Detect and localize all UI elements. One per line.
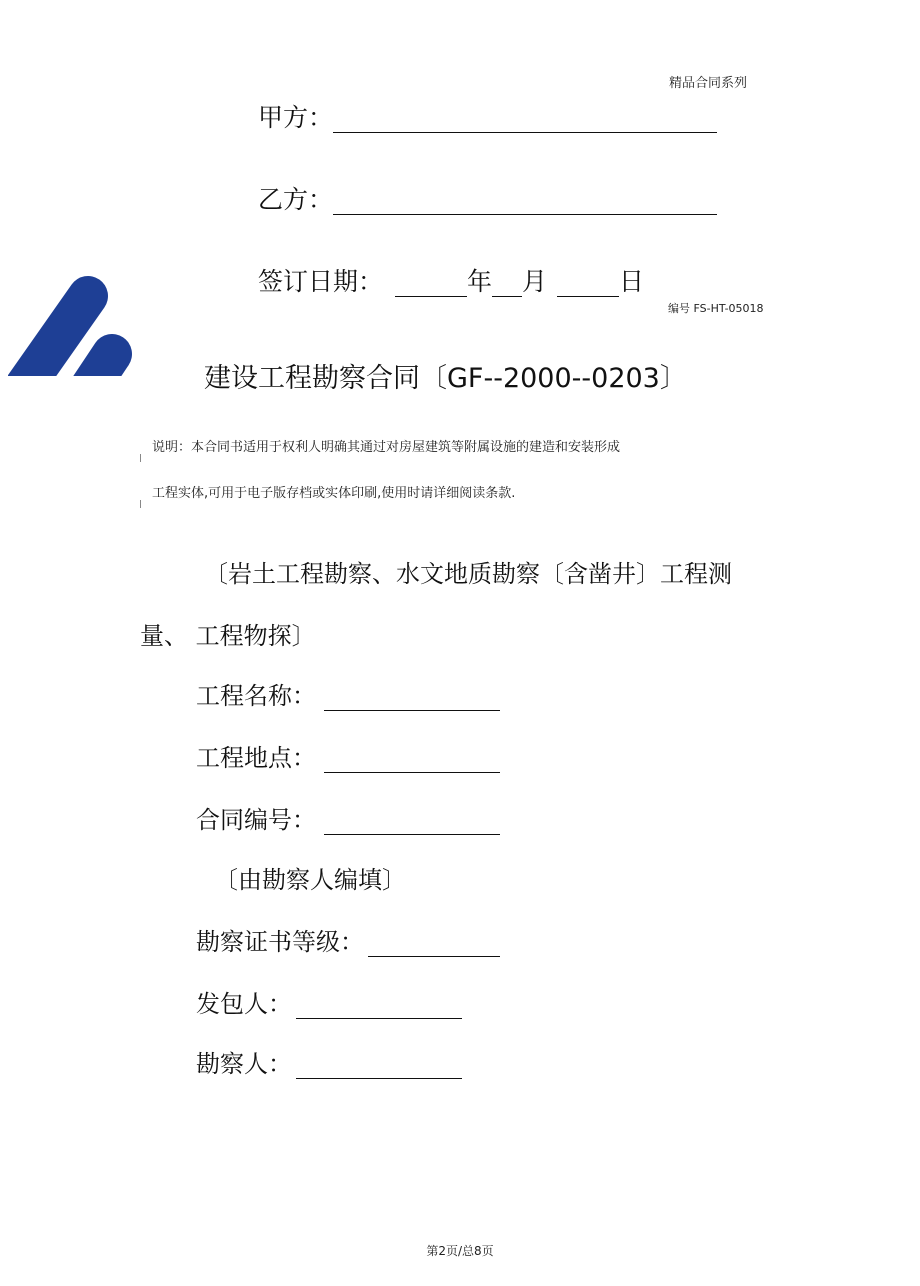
surveyor-label: 勘察人： <box>196 1050 292 1078</box>
note-line-1: 说明：本合同书适用于权利人明确其通过对房屋建筑等附属设施的建造和安装形成 <box>152 440 621 455</box>
doc-number: 编号 FS-HT-05018 <box>668 302 764 315</box>
contract-title: 建设工程勘察合同〔GF--2000--0203〕 <box>204 363 687 394</box>
project-name-blank <box>324 682 500 711</box>
project-location-blank <box>324 744 500 773</box>
contract-number-row <box>196 800 500 835</box>
month-blank <box>492 267 522 297</box>
party-b-blank <box>333 185 717 215</box>
year-blank <box>395 267 467 297</box>
year-char: 年 <box>467 267 493 296</box>
party-b-row <box>258 180 717 216</box>
scope-line-2: 量、 工程物探〕 <box>140 622 316 650</box>
scope-line-1: 〔岩土工程勘察、水文地质勘察〔含凿井〕工程测 <box>204 560 732 588</box>
note-line-2: 工程实体,可用于电子版存档或实体印刷,使用时请详细阅读条款. <box>152 486 516 501</box>
series-label: 精品合同系列 <box>669 76 748 91</box>
cert-grade-label: 勘察证书等级： <box>196 928 364 956</box>
surveyor-blank <box>296 1050 462 1079</box>
employer-row <box>196 984 462 1019</box>
logo-stroke-right <box>80 354 112 378</box>
project-name-row <box>196 676 500 711</box>
cert-grade-row <box>196 922 500 957</box>
logo-stroke-left <box>22 296 88 378</box>
surveyor-row <box>196 1044 462 1079</box>
margin-tick <box>140 500 141 508</box>
cert-grade-blank <box>368 928 500 957</box>
margin-tick <box>140 454 141 462</box>
day-blank <box>557 267 619 297</box>
sign-date-label: 签订日期： <box>258 267 384 296</box>
project-location-row <box>196 738 500 773</box>
month-char: 月 <box>522 267 548 296</box>
fill-note: 〔由勘察人编填〕 <box>214 866 406 894</box>
logo-mark <box>0 270 140 378</box>
project-location-label: 工程地点： <box>196 744 316 772</box>
party-a-row <box>258 98 717 134</box>
day-char: 日 <box>619 267 645 296</box>
contract-number-blank <box>324 806 500 835</box>
party-a-blank <box>333 103 717 133</box>
employer-blank <box>296 990 462 1019</box>
party-b-label: 乙方： <box>258 185 334 214</box>
page-info: 第2页/总8页 <box>426 1244 494 1258</box>
contract-number-label: 合同编号： <box>196 806 316 834</box>
sign-date-row <box>258 262 644 298</box>
project-name-label: 工程名称： <box>196 682 316 710</box>
employer-label: 发包人： <box>196 990 292 1018</box>
party-a-label: 甲方： <box>258 103 334 132</box>
